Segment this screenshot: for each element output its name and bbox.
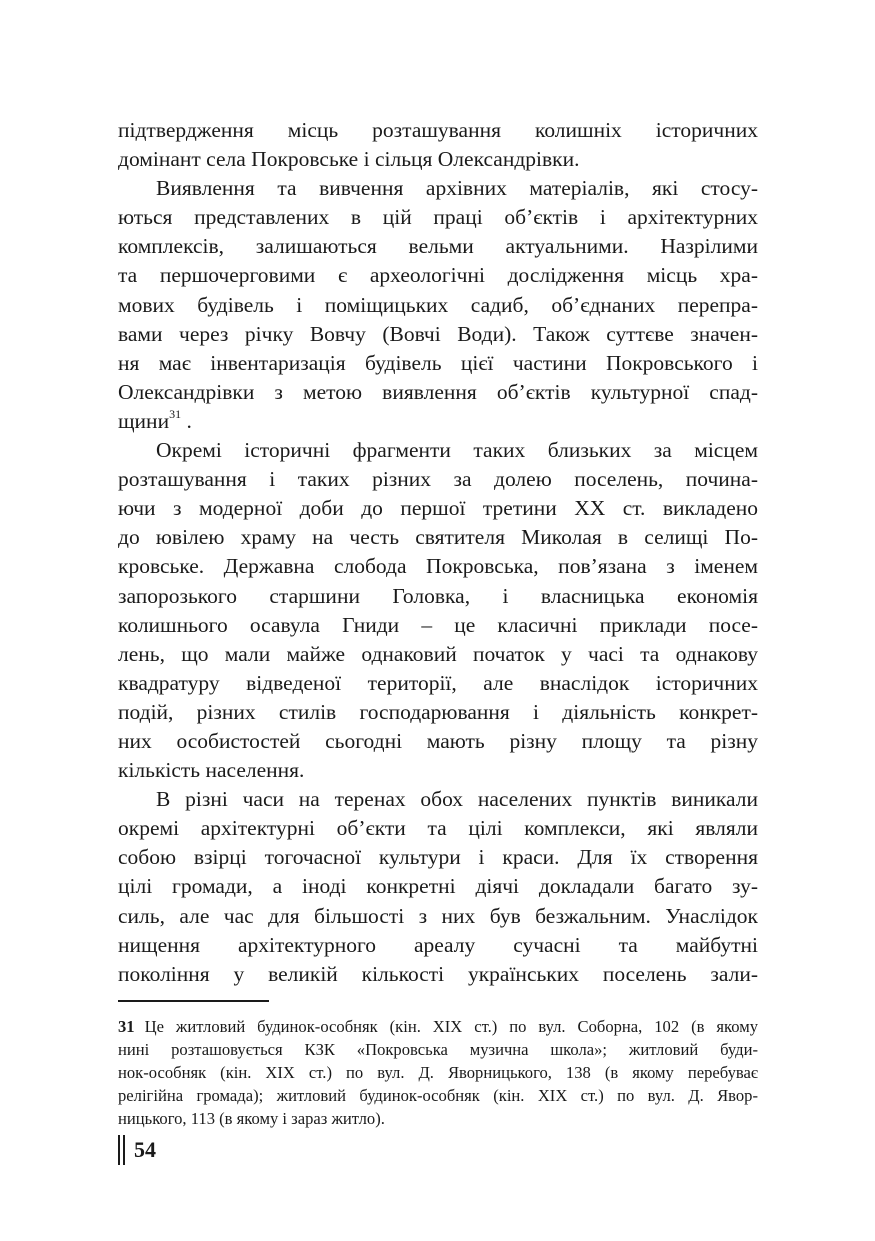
text-line: квадратуру відведеної території, але внаслідок історичних: [118, 670, 758, 695]
text-line: кровське. Державна слобода Покровська, пов’язана з іменем: [118, 554, 758, 579]
page-number-bar: [123, 1135, 125, 1165]
text-line: та першочерговими є археологічні дослідження місць хра-: [118, 263, 758, 288]
text-line-with-footnote: [118, 407, 758, 436]
footnote-separator: [118, 1000, 269, 1002]
footnote-line: ницького, 113 (в якому і зараз житло).: [118, 1109, 385, 1128]
footnote-line: релігійна громада); житловий будинок-особняк (кін. XIX ст.) по вул. Д. Явор-: [118, 1086, 758, 1105]
text-line: лень, що мали майже однаковий початок у часі та однакову: [118, 641, 758, 666]
footnote-line: нині розташовується КЗК «Покровська музична школа»; житловий буди-: [118, 1040, 758, 1059]
text-line: В різні часи на теренах обох населених пунктів виникали: [156, 787, 758, 812]
text-line: покоління у великій кількості українських поселень зали-: [118, 961, 758, 986]
page-number: 54: [134, 1137, 156, 1162]
footnote-line: нок-особняк (кін. XIX ст.) по вул. Д. Яворницького, 138 (в якому перебуває: [118, 1063, 758, 1082]
text-line: домінант села Покровське і сільця Олександрівки.: [118, 147, 580, 172]
text-line: кількість населення.: [118, 758, 305, 783]
text-line: нищення архітектурного ареалу сучасні та майбутні: [118, 932, 758, 957]
text-line: мових будівель і поміщицьких садиб, об’єднаних перепра-: [118, 292, 758, 317]
text-line: окремі архітектурні об’єкти та цілі комплекси, які являли: [118, 816, 758, 841]
text-line: собою взірці тогочасної культури і краси. Для їх створення: [118, 845, 758, 870]
text-line: до ювілею храму на честь святителя Миколая в селищі По-: [118, 525, 758, 550]
text-line: Олександрівки з метою виявлення об’єктів культурної спад-: [118, 379, 758, 404]
text-line: Виявлення та вивчення архівних матеріалів, які стосу-: [156, 176, 758, 201]
text-line: подій, різних стилів господарювання і діяльність конкрет-: [118, 699, 758, 724]
footnote-line: [118, 1015, 758, 1038]
footnote-text: Це житловий будинок-особняк (кін. XIX ст.) по вул. Соборна, 102 (в якому: [144, 1017, 758, 1036]
text-line: них особистостей сьогодні мають різну площу та різну: [118, 728, 758, 753]
text-line: цілі громади, а іноді конкретні діячі докладали багато зу-: [118, 874, 758, 899]
text-line: розташування і таких різних за долею поселень, почина-: [118, 467, 758, 492]
text-fragment: .: [181, 408, 192, 433]
text-line: ючи з модерної доби до першої третини XX ст. викладено: [118, 496, 758, 521]
text-line: Окремі історичні фрагменти таких близьких за місцем: [156, 438, 758, 463]
text-line: комплексів, залишаються вельми актуальними. Назрілими: [118, 234, 758, 259]
text-fragment: щини: [118, 408, 170, 433]
page-number-block: [118, 1134, 156, 1166]
main-text: [118, 116, 758, 989]
footnote-number: 31: [118, 1017, 135, 1036]
text-line: колишнього осавула Гниди – це класичні приклади посе-: [118, 612, 758, 637]
text-line: ня має інвентаризація будівель цієї частини Покровського і: [118, 350, 758, 375]
text-line: підтвердження місць розташування колишніх історичних: [118, 118, 758, 142]
text-line: ються представлених в цій праці об’єктів і архітектурних: [118, 205, 758, 230]
page-number-bar: [118, 1135, 120, 1165]
text-line: силь, але час для більшості з них був безжальним. Унаслідок: [118, 903, 758, 928]
footnote-reference[interactable]: 31: [169, 406, 182, 421]
text-line: запорозького старшини Головка, і власницька економія: [118, 583, 758, 608]
footnote: [118, 1015, 758, 1130]
text-line: вами через річку Вовчу (Вовчі Води). Також суттєве значен-: [118, 321, 758, 346]
